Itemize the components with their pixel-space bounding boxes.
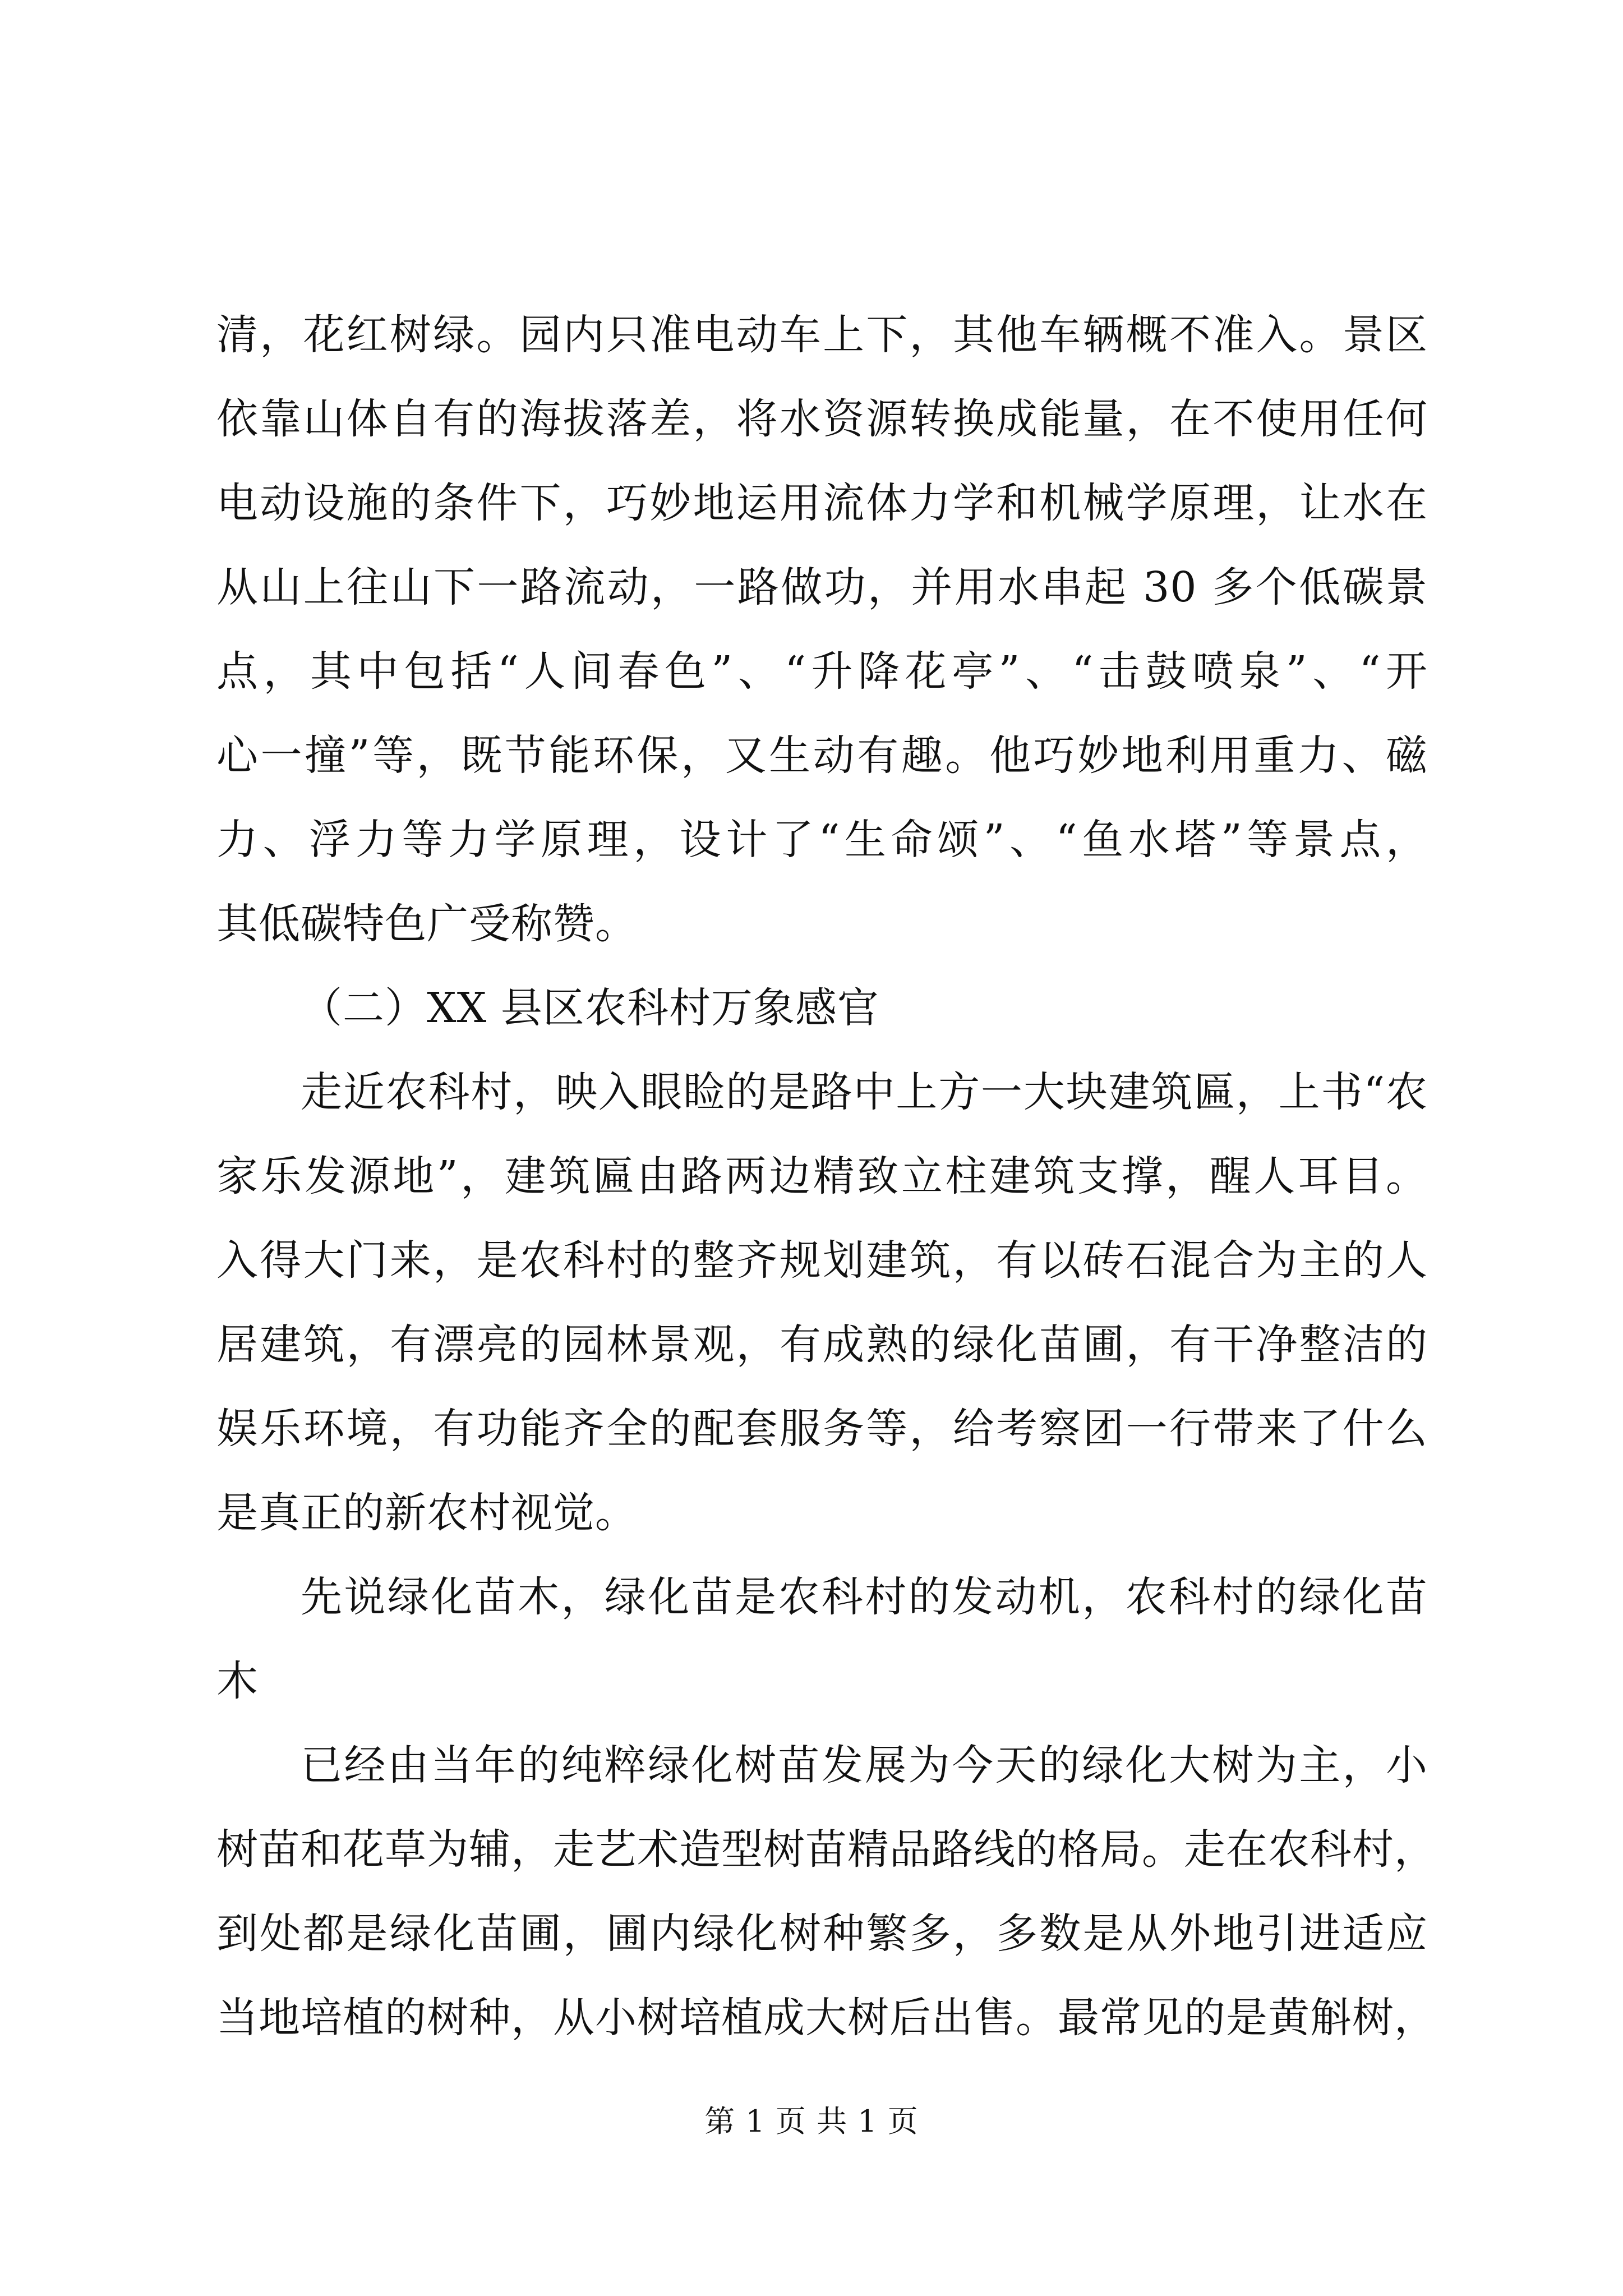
paragraph-4-line-1: 已经由当年的纯粹绿化树苗发展为今天的绿化大树为主，小 [301, 1741, 1428, 1789]
paragraph-4-line-3: 到处都是绿化苗圃，圃内绿化树种繁多，多数是从外地引进适应 [216, 1910, 1428, 1958]
paragraph-1-line-3: 电动设施的条件下，巧妙地运用流体力学和机械学原理，让水在 [216, 479, 1428, 527]
paragraph-1-line-4: 从山上往山下一路流动，一路做功，并用水串起 30 多个低碳景 [216, 563, 1428, 611]
paragraph-1-line-5: 点，其中包括“人间春色”、“升降花亭”、“击鼓喷泉”、“开 [216, 647, 1428, 696]
paragraph-1-line-2: 依靠山体自有的海拔落差，将水资源转换成能量，在不使用任何 [216, 395, 1428, 443]
paragraph-3-line-1: 先说绿化苗木，绿化苗是农科村的发动机，农科村的绿化苗 [301, 1573, 1428, 1621]
paragraph-4-line-2: 树苗和花草为辅，走艺术造型树苗精品路线的格局。走在农科村， [216, 1825, 1436, 1874]
paragraph-2-line-2: 家乐发源地”，建筑匾由路两边精致立柱建筑支撑，醒人耳目。 [216, 1152, 1428, 1200]
paragraph-1-line-8: 其低碳特色广受称赞。 [216, 900, 637, 948]
paragraph-2-line-3: 入得大门来，是农科村的整齐规划建筑，有以砖石混合为主的人 [216, 1236, 1428, 1285]
paragraph-2-line-6: 是真正的新农村视觉。 [216, 1489, 637, 1537]
paragraph-4-line-4: 当地培植的树种，从小树培植成大树后出售。最常见的是黄斛树， [216, 1994, 1436, 2042]
paragraph-3-line-2: 木 [216, 1657, 259, 1705]
paragraph-1-line-7: 力、浮力等力学原理，设计了“生命颂”、“鱼水塔”等景点， [216, 816, 1428, 864]
paragraph-2-line-1: 走近农科村，映入眼睑的是路中上方一大块建筑匾，上书“农 [301, 1068, 1428, 1116]
paragraph-2-line-4: 居建筑，有漂亮的园林景观，有成熟的绿化苗圃，有干净整洁的 [216, 1320, 1428, 1369]
page-number-footer: 第 1 页 共 1 页 [704, 2104, 919, 2139]
paragraph-1-line-6: 心一撞”等，既节能环保，又生动有趣。他巧妙地利用重力、磁 [216, 731, 1428, 780]
paragraph-2-line-5: 娱乐环境，有功能齐全的配套服务等，给考察团一行带来了什么 [216, 1405, 1428, 1453]
paragraph-1-line-1: 清，花红树绿。园内只准电动车上下，其他车辆概不准入。景区 [216, 311, 1428, 359]
section-heading: （二）XX 县区农科村万象感官 [301, 984, 879, 1032]
